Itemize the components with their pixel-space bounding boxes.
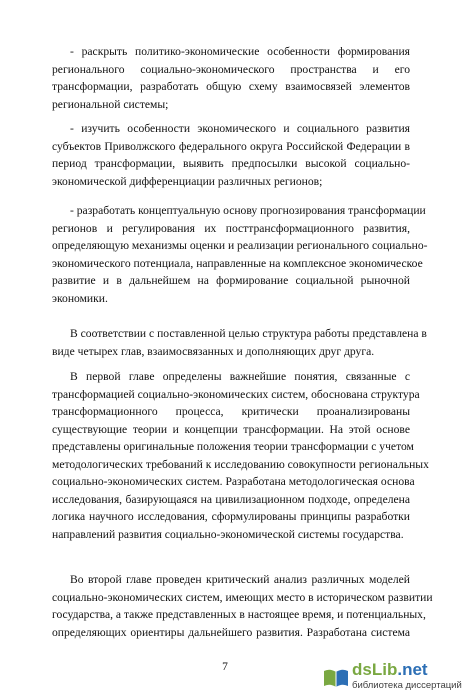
page-number: 7 xyxy=(222,661,228,673)
text-line: логика научного исследования, сформулированы принципы разработки xyxy=(52,510,410,523)
text-line: направлений развития социально-экономической системы государства. xyxy=(52,527,404,541)
paragraph xyxy=(52,325,427,360)
watermark-tagline: библиотека диссертаций xyxy=(352,680,462,691)
text-line: В первой главе определены важнейшие понятия, связанные с xyxy=(70,370,410,383)
watermark-brand-part2: .net xyxy=(397,660,428,679)
text-line: виде четырех глав, взаимосвязанных и дополняющих друг друга. xyxy=(52,344,375,358)
text-line: исследования, базирующаяся на цивилизационном подходе, определена xyxy=(52,492,410,506)
paragraph xyxy=(52,43,410,113)
text-line: существующие теории и концепции трансформации. На этой основе xyxy=(52,422,410,436)
text-line: социально-экономических систем, имеющих место в историческом развитии xyxy=(52,590,433,604)
text-line: социально-экономических систем. Разработана методологическая основа xyxy=(52,475,415,488)
watermark-brand-part1: dsLib xyxy=(352,660,398,679)
text-line: экономического потенциала, направленные на комплексное экономическое xyxy=(52,256,423,270)
text-line: период трансформации, выявить предпосылки высокой социально- xyxy=(52,157,410,170)
text-line: определяющую механизмы оценки и реализации регионального социально- xyxy=(52,239,428,252)
watermark-brand xyxy=(352,660,428,680)
text-line: методологических требований к исследованию совокупности региональных xyxy=(52,457,429,471)
text-line: - разработать концептуальную основу прогнозирования трансформации xyxy=(70,204,426,217)
text-line: определяющих ориентиры дальнейшего развития. Разработана система xyxy=(52,625,410,639)
text-line: регионов и регулирования их посттрансформационного развития, xyxy=(52,221,410,235)
text-line: регионального социально-экономического пространства и его xyxy=(52,62,410,76)
text-line: экономической дифференциации различных регионов; xyxy=(52,174,323,188)
text-line: трансформацией социально-экономических систем, обоснована структура xyxy=(52,387,420,401)
paragraph xyxy=(52,120,410,190)
text-line: региональной системы; xyxy=(52,97,169,111)
paragraph xyxy=(52,368,429,543)
text-line: государства, а также представленных в настоящее время, и потенциальных, xyxy=(52,608,426,621)
text-line: субъектов Приволжского федерального округа Российской Федерации в xyxy=(52,139,410,153)
paragraph xyxy=(52,571,433,641)
watermark-logo[interactable] xyxy=(322,660,462,694)
text-line: представлены оригинальные положения теории трансформации с учетом xyxy=(52,440,414,453)
text-line: - изучить особенности экономического и социального развития xyxy=(70,122,410,135)
text-line: В соответствии с поставленной целью структура работы представлена в xyxy=(70,327,427,340)
paragraph xyxy=(52,202,428,307)
text-line: трансформационного процесса, критически проанализированы xyxy=(52,405,410,418)
text-line: трансформации, разработать общую схему взаимосвязей элементов xyxy=(52,80,410,93)
text-line: развитие и в дальнейшем на формирование социальной рыночной xyxy=(52,274,410,287)
text-line: - раскрыть политико-экономические особенности формирования xyxy=(70,45,410,58)
text-line: экономики. xyxy=(52,291,108,305)
book-icon xyxy=(322,666,350,690)
text-line: Во второй главе проведен критический анализ различных моделей xyxy=(70,573,410,586)
